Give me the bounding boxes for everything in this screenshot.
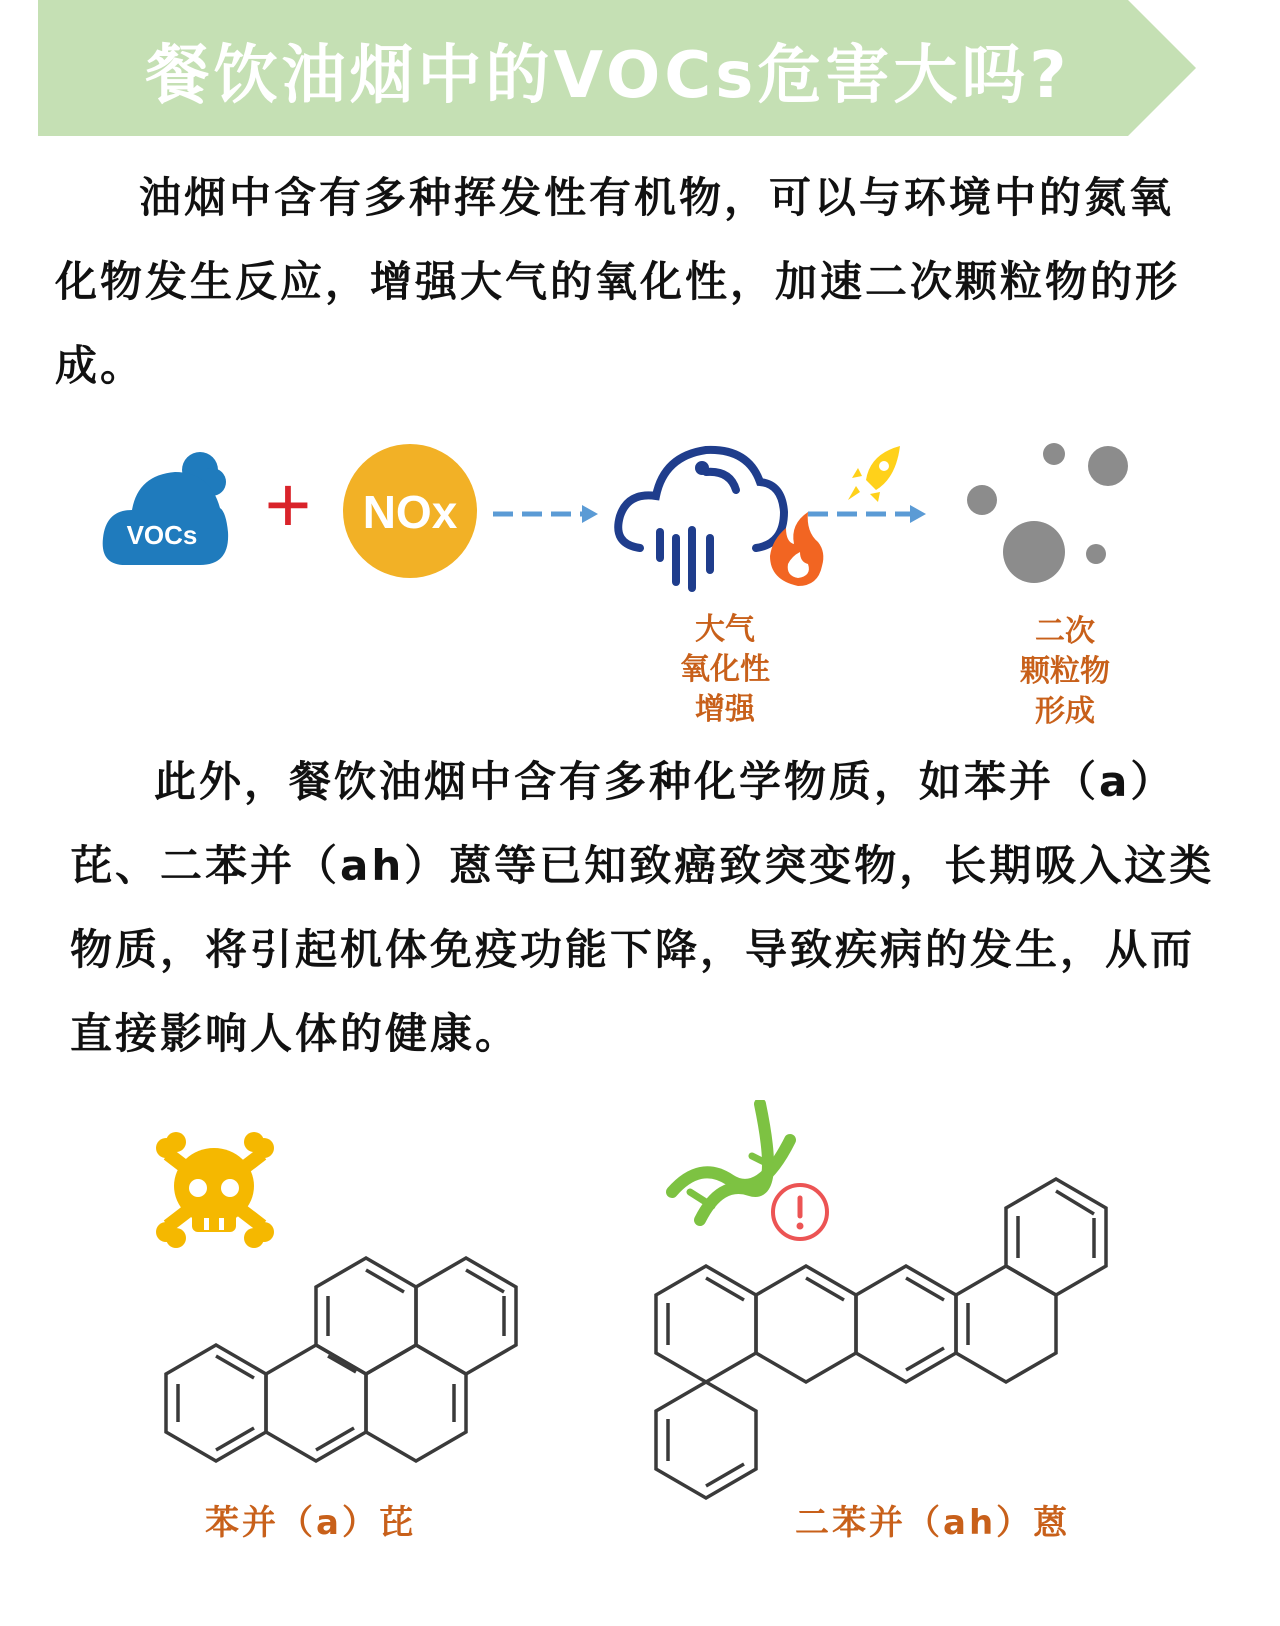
skull-crossbones-icon bbox=[156, 1132, 274, 1248]
dibenz-ah-anthracene-label: 二苯并（ah）蒽 bbox=[795, 1503, 1071, 1543]
nox-label: NOx bbox=[362, 486, 458, 538]
vocs-label: VOCs bbox=[126, 520, 198, 550]
health-paragraph bbox=[70, 740, 1230, 1076]
arrow-right-icon bbox=[808, 505, 926, 523]
benzo-a-pyrene-label: 苯并（a）芘 bbox=[205, 1503, 416, 1543]
caption-particles: 二次 颗粒物 形成 bbox=[1020, 614, 1110, 729]
dna-icon bbox=[672, 1104, 790, 1220]
intro-text: 油烟中含有多种挥发性有机物，可以与环境中的氮氧化物发生反应，增强大气的氧化性，加速二次颗粒物的形成。 bbox=[55, 173, 1181, 390]
dibenz-ah-anthracene-structure bbox=[656, 1179, 1106, 1498]
arrow-right-icon bbox=[493, 505, 598, 523]
fire-icon bbox=[770, 512, 823, 586]
benzo-a-pyrene-structure bbox=[166, 1258, 516, 1461]
title-banner bbox=[38, 0, 1218, 140]
plus-sign: + bbox=[264, 460, 312, 549]
intro-paragraph bbox=[55, 156, 1185, 408]
caption-oxidation: 大气 氧化性 增强 bbox=[680, 612, 770, 727]
rocket-icon bbox=[848, 446, 900, 502]
health-text: 此外，餐饮油烟中含有多种化学物质，如苯并（a）芘、二苯并（ah）蒽等已知致癌致突变物，长期吸入这类物质，将引起机体免疫功能下降，导致疾病的发生，从而直接影响人体的健康。 bbox=[70, 757, 1215, 1058]
nox-circle-icon bbox=[343, 444, 477, 578]
atmosphere-cloud-icon bbox=[618, 450, 784, 588]
page-title: 餐饮油烟中的VOCs危害大吗? bbox=[145, 39, 1071, 113]
chemical-structures bbox=[0, 1100, 1280, 1600]
vocs-cloud-icon bbox=[103, 452, 228, 565]
warning-icon bbox=[773, 1185, 827, 1239]
particles-icon bbox=[967, 443, 1128, 583]
